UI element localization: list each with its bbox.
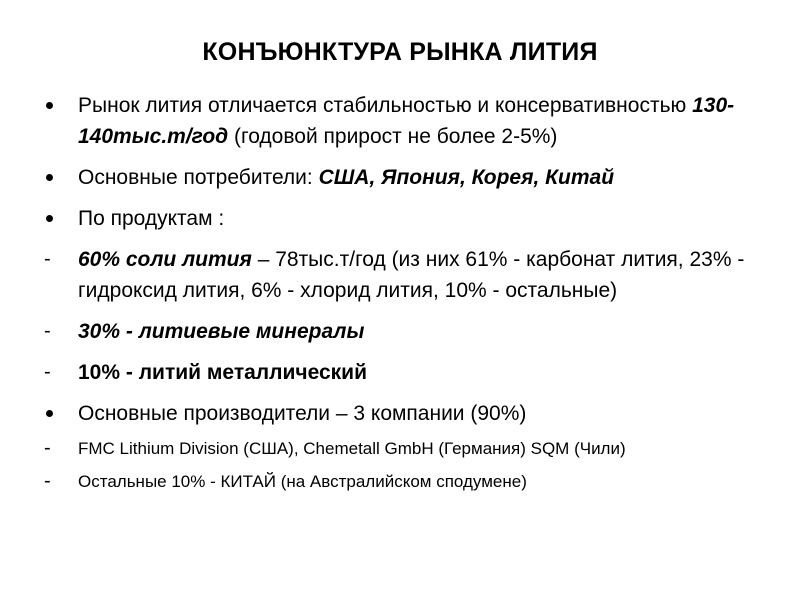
dash-item xyxy=(42,244,752,306)
dash-icon: - xyxy=(44,361,51,383)
item-text-part: По продуктам : xyxy=(78,207,225,230)
dash-item xyxy=(42,468,752,495)
dash-icon: - xyxy=(44,470,51,492)
item-text-part: Рынок лития отличается стабильностью и консервативностью xyxy=(78,94,693,117)
item-text xyxy=(78,207,224,230)
item-text-part: FMC Lithium Division (США), Chemetall GmbH (Германия) SQM (Чили) xyxy=(78,439,626,458)
bullet-item xyxy=(42,162,752,193)
item-text-part: Основные производители – 3 компании (90%) xyxy=(78,402,527,425)
item-text xyxy=(78,94,734,148)
item-text xyxy=(78,320,364,343)
bullet-icon xyxy=(46,102,53,109)
item-text-part: 60% соли лития xyxy=(78,248,252,271)
item-text xyxy=(78,248,744,302)
dash-icon: - xyxy=(44,437,51,459)
dash-item xyxy=(42,435,752,462)
item-text xyxy=(78,439,626,458)
bullet-icon xyxy=(46,215,53,222)
item-text xyxy=(78,166,614,189)
bullet-item xyxy=(42,90,752,152)
item-text-part: – 78тыс.т/год (из них 61% - карбонат лития, 23% - гидроксид лития, 6% - хлорид лития, 10% - остальные) xyxy=(78,248,745,302)
slide-title: КОНЪЮНКТУРА РЫНКА ЛИТИЯ xyxy=(202,38,598,66)
bullet-item xyxy=(42,203,752,234)
bullet-item xyxy=(42,398,752,429)
bullet-icon xyxy=(46,174,53,181)
bullet-icon xyxy=(46,410,53,417)
item-text-part: 30% - литиевые минералы xyxy=(78,320,365,343)
item-text xyxy=(78,402,526,425)
item-text-part: США, Япония, Корея, Китай xyxy=(318,166,615,189)
item-text-part: (годовой прирост не более 2-5%) xyxy=(228,125,558,148)
item-text-part: 130-140тыс.т/год xyxy=(78,94,735,148)
dash-icon: - xyxy=(44,248,51,270)
item-text xyxy=(78,361,367,384)
dash-item xyxy=(42,357,752,388)
item-text-part: Остальные 10% - КИТАЙ (на Австралийском сподумене) xyxy=(78,472,527,491)
item-text-part: 10% - литий металлический xyxy=(78,361,367,384)
item-text-part: Основные потребители: xyxy=(78,166,319,189)
slide-body xyxy=(42,80,752,495)
dash-item xyxy=(42,316,752,347)
dash-icon: - xyxy=(44,320,51,342)
item-text xyxy=(78,472,527,491)
